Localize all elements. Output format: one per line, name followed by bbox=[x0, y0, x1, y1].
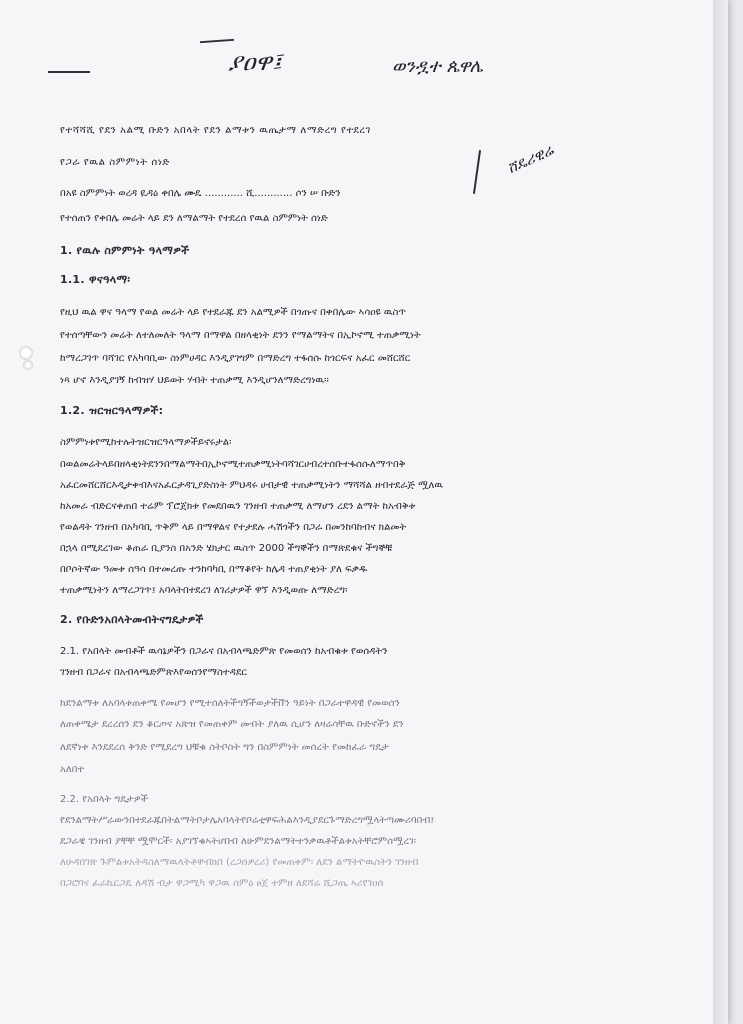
document-title-line-2: የጋራ የዉል ስምምነት ሰነድ bbox=[60, 157, 170, 168]
section-2-1-heading-continued: ገንዘብ በጋራና በአብላጫድምጽእየወሰንየማስተዳደር bbox=[60, 667, 247, 678]
paragraph-line: ለጠቀሜታ ደረረሰን ደን ቆርጦና አጽዝ የመጠቀም መብት ያለዉ ሲሆን ለዛሬሳቸዉ ቡድኖችን ደን bbox=[60, 719, 404, 730]
paragraph-line: ስምምነቱየሚከተሉትዝርዝርዓላማዎችይኖሩታል፡ bbox=[60, 437, 232, 448]
paragraph-line: በወልመሬትላይበዘላቂነትደንንበማልማትበኢኮኖሚተጠቃሚነትባሻገርሀብረተሰቡተፋሰሱለማጥበቅ bbox=[60, 459, 406, 470]
paragraph-line: ለደኛነቱ እንደደረሰ ቅንድ የሚደረግ ህቹቁ ስትቦስት ግን በስምምነት መሰረት የመከፈራ ግዴታ bbox=[60, 742, 389, 753]
paragraph-line: የተሰጣቸውን መሬት ለተለመለት ዓላማ በማዋል በዘላቂነት ደንን የማልማትና በኢኮኖሚ ተጠቃሚነት bbox=[60, 330, 421, 341]
paragraph-line: ከአመራ ብድርናቀጠበ ተሬም ፕሮጀክቱ የመደበዉን ገንዘብ ተጠቃሚ ለማሆን ረደን ልማት ከአብቅቱ bbox=[60, 501, 416, 512]
paragraph-line: በጋሮባና ፈራኬርጋዴ ለዳሽ ብታ ዋጋሚካ ዋጋዉ ሰምዕ ፀጀ ተምዘ ለደሻሬ ሺጋጤ ኣሪየገዐሰ bbox=[60, 878, 384, 889]
handwritten-dash-top bbox=[200, 39, 234, 43]
page-edge-shadow bbox=[713, 0, 728, 1024]
section-1-heading: 1. የዉሉ ስምምነት ዓላማዎች bbox=[60, 244, 190, 257]
section-2-1-heading: 2.1. የአበላት መብቶች ዉሳኔዎችን በጋራና በአብላጫድምጽ የመወሰን ከአብቁቱ የወሰዳትን bbox=[60, 646, 388, 657]
section-2-heading: 2. የቡድንአበላትመብትናግዴታዎች bbox=[60, 613, 204, 626]
paragraph-line: በቦሶትኛው ዓመቱ ሰዓሳ በተመረጡ ተንከባካቢ በማቆየት ከሌዳ ተጠያቂነት ያለ ፍቃዱ bbox=[60, 564, 368, 575]
handwritten-dash bbox=[48, 71, 90, 73]
paragraph-line: የዚህ ዉል ዋና ዓላማ የወል መሬት ላይ የተደራጁ ደን አልሚዎች በጎጡና በቀበሌው ኣሳዐዩ ዉስጥ bbox=[60, 307, 407, 318]
paragraph-line: የደንልማትሥራውንበተደራጁበትልማትቦታሌአባላትየቦሬቲዋፍሕልእንዲያደርጉማድረግሟላትጣሙሪባበብ፤ bbox=[60, 815, 435, 826]
handwritten-annotation-right: ወንዷተ ጴዋሌ bbox=[392, 56, 483, 77]
paragraph-line: ከደንልማቱ ለአባላቱጠቀሜ የመሆን የሚተሰለትችግኝችወታችቨን ዓይነት በጋራተዋዳዊ የመወሰን bbox=[60, 698, 400, 709]
paragraph-line: ነጻ ሆኖ እንዲያገኝ ከብዝሃ ህይወት ሃብት ተጠቃሚ እንዲሆንለማድረግነዉ። bbox=[60, 375, 329, 386]
section-2-2-heading: 2.2. የአበላት ግዴታዎች bbox=[60, 794, 148, 805]
handwritten-annotation-left: ያዐዋ፤ bbox=[228, 48, 282, 76]
paragraph-line: ደጋራዌ ገንዘብ ያቸቸ ሟሞርች፡ አያገኘቁኣትሆበብ ለሁምደንልማትተንቃዉቶችልቱአትቸሮምሰሟረገ፡ bbox=[60, 836, 417, 847]
handwritten-signature: ሸዴሪዊሬ bbox=[504, 140, 557, 178]
intro-line-2: የተሰጠን የቀበሌ መሬት ላይ ደን ለማልማት የተደረሰ የዉል ስምምነት ሰነድ bbox=[60, 213, 328, 224]
punch-hole-secondary bbox=[23, 360, 33, 370]
punch-hole bbox=[19, 346, 33, 360]
paragraph-line: ተጠቃሚነትን ለማረጋገጥ፤ አባላትበተደረገ ለገሪታዎች ዋኘ እንዲወጡ ለማድረግ፡ bbox=[60, 585, 348, 596]
paragraph-line: አፈርመሸርሸርእዲታቀብእናአፈርታዳጊያድስነት ምህዳሩ ሀብታዊ ተጠቃሚነትን ማሻሻል ዘብተደራጅ ሟለዉ bbox=[60, 480, 444, 491]
paragraph-line: የወልዳት ገንዘብ በአካባቢ ጥቅም ላይ በማዋልና የተታደሉ ሓሽጎችን በጋራ በመንከባከብና ክልመት bbox=[60, 522, 407, 533]
paragraph-line: ከማረጋገጥ ባሻገር የአካባቢው ስነምሀዳር እንዲያገግም በማድረግ ተፋሰሱ ከጎርፍና አፈር መሸርሸር bbox=[60, 353, 411, 364]
section-1-1-heading: 1.1. ዋናዓላማ፡ bbox=[60, 273, 131, 286]
paragraph-line: በኋላ በሚደረገው ቆጠራ ቢያንስ በአንድ ሄክታር ዉስጥ 2000 ችግኞችን በማጽደቁና ችግኞቹ bbox=[60, 543, 393, 554]
paragraph-line: ለሁዳበገጽ ጉምልቱአትዳስለማዉላትቶዋብክበ (ረጋሰዎረሪ) የመጠቀም፡ ለደን ልማትዮዉስትን ገንዘብ bbox=[60, 857, 419, 868]
document-title-line-1: የተሻሻሺ የደን አልሚ ቡድን አበላት የደን ልማቱን ዉጤታማ ለማድረግ የተደረገ bbox=[60, 125, 371, 136]
paragraph-line: አለበተ bbox=[60, 764, 85, 775]
intro-line-1: በአዩ ስምምነት ወረዳ ዪዳዕ ቀበሌ ሙዴ ............ ሺ............ ሶን ሠ ቡድን bbox=[60, 188, 341, 199]
section-1-2-heading: 1.2. ዝርዝርዓላማዎች: bbox=[60, 404, 164, 417]
